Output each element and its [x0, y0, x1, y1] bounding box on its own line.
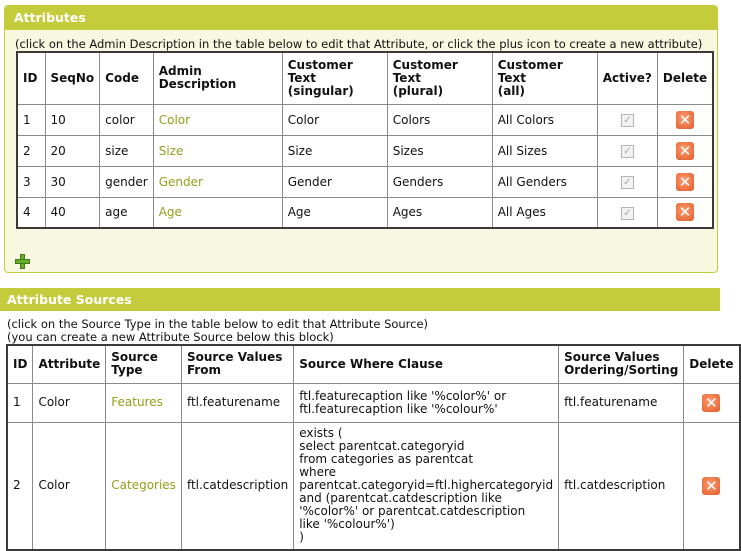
- col-source-type: Source Type: [106, 345, 182, 383]
- cell-all: All Ages: [492, 197, 597, 228]
- cell-code: size: [100, 135, 154, 166]
- active-checkbox[interactable]: ✓: [621, 145, 634, 158]
- cell-id: 1: [7, 383, 33, 422]
- cell-plural: Ages: [387, 197, 492, 228]
- cell-source-from: ftl.featurename: [181, 383, 293, 422]
- cell-admin: [153, 166, 282, 197]
- where-line: parentcat.categoryid=ftl.highercategoryid: [299, 478, 554, 493]
- attributes-panel: [4, 5, 718, 273]
- cell-active: [597, 166, 657, 197]
- where-line: exists (: [299, 426, 343, 441]
- where-line: like '%colour%'): [299, 517, 395, 532]
- source-row: [7, 383, 740, 422]
- admin-description-link[interactable]: Age: [158, 205, 182, 220]
- attributes-hint: (click on the Admin Description in the table below to edit that Attribute, or click the plus icon to create a new attribute): [15, 37, 703, 51]
- delete-icon[interactable]: ✕: [702, 477, 720, 495]
- cell-singular: Gender: [282, 166, 387, 197]
- cell-seqno: 10: [45, 104, 100, 135]
- attributes-table: [16, 51, 714, 229]
- cell-singular: Color: [282, 104, 387, 135]
- attribute-sources-title: Attribute Sources: [0, 288, 720, 311]
- col-delete: Delete: [684, 345, 740, 383]
- where-line: ftl.featurecaption like '%color%' or: [299, 388, 507, 403]
- delete-icon[interactable]: ✕: [676, 111, 694, 129]
- cell-singular: Size: [282, 135, 387, 166]
- cell-plural: Colors: [387, 104, 492, 135]
- active-checkbox[interactable]: ✓: [621, 114, 634, 127]
- attribute-sources-panel: [0, 288, 734, 548]
- col-id: ID: [17, 52, 45, 104]
- where-line: from categories as parentcat: [299, 452, 474, 467]
- cell-all: All Genders: [492, 166, 597, 197]
- cell-seqno: 40: [45, 197, 100, 228]
- cell-delete: [657, 197, 713, 228]
- cell-source-from: ftl.catdescription: [181, 422, 293, 550]
- cell-ordering: ftl.featurename: [559, 383, 684, 422]
- attribute-sources-hint: [7, 318, 428, 344]
- cell-source-type: [106, 383, 182, 422]
- cell-code: age: [100, 197, 154, 228]
- attribute-row: [17, 135, 713, 166]
- delete-icon[interactable]: ✕: [702, 394, 720, 412]
- admin-description-link[interactable]: Color: [158, 112, 191, 127]
- cell-active: [597, 197, 657, 228]
- cell-delete: [684, 422, 740, 550]
- attributes-panel-title: Attributes: [5, 6, 717, 30]
- cell-attribute: Color: [33, 422, 106, 550]
- cell-delete: [657, 135, 713, 166]
- col-admin-description: Admin Description: [153, 52, 282, 104]
- cell-delete: [657, 104, 713, 135]
- cell-ordering: ftl.catdescription: [559, 422, 684, 550]
- hint-line: (click on the Source Type in the table below to edit that Attribute Source): [7, 317, 429, 331]
- admin-description-link[interactable]: Gender: [158, 174, 203, 189]
- where-line: where: [299, 465, 337, 480]
- where-line: and (parentcat.catdescription like: [299, 491, 502, 506]
- source-type-link[interactable]: Features: [111, 395, 163, 409]
- delete-icon[interactable]: ✕: [676, 142, 694, 160]
- col-customer-text-all: Customer Text (all): [492, 52, 597, 104]
- cell-id: 4: [17, 197, 45, 228]
- col-source-values-from: Source Values From: [181, 345, 293, 383]
- col-attribute: Attribute: [33, 345, 106, 383]
- hint-line: (you can create a new Attribute Source below this block): [7, 330, 334, 344]
- cell-singular: Age: [282, 197, 387, 228]
- where-line: select parentcat.categoryid: [299, 439, 465, 454]
- cell-id: 2: [7, 422, 33, 550]
- source-type-link[interactable]: Categories: [111, 478, 176, 493]
- cell-active: [597, 135, 657, 166]
- attribute-sources-table: [6, 344, 741, 551]
- cell-plural: Genders: [387, 166, 492, 197]
- col-id: ID: [7, 345, 33, 383]
- cell-delete: [684, 383, 740, 422]
- col-customer-text-singular: Customer Text (singular): [282, 52, 387, 104]
- attribute-row: [17, 166, 713, 197]
- admin-description-link[interactable]: Size: [158, 143, 184, 158]
- attribute-row: [17, 197, 713, 228]
- cell-id: 2: [17, 135, 45, 166]
- cell-plural: Sizes: [387, 135, 492, 166]
- cell-active: [597, 104, 657, 135]
- where-line: ftl.featurecaption like '%colour%': [299, 401, 498, 416]
- plus-icon[interactable]: [15, 254, 30, 269]
- col-source-where-clause: Source Where Clause: [294, 345, 559, 383]
- col-code: Code: [100, 52, 154, 104]
- cell-where-clause: [294, 383, 559, 422]
- col-delete: Delete: [657, 52, 713, 104]
- cell-source-type: [106, 422, 182, 550]
- where-line: '%color%' or parentcat.catdescription: [299, 504, 526, 519]
- col-customer-text-plural: Customer Text (plural): [387, 52, 492, 104]
- active-checkbox[interactable]: ✓: [621, 207, 634, 220]
- attribute-row: [17, 104, 713, 135]
- cell-seqno: 20: [45, 135, 100, 166]
- cell-delete: [657, 166, 713, 197]
- cell-id: 3: [17, 166, 45, 197]
- cell-all: All Colors: [492, 104, 597, 135]
- cell-id: 1: [17, 104, 45, 135]
- cell-code: gender: [100, 166, 154, 197]
- col-active: Active?: [597, 52, 657, 104]
- delete-icon[interactable]: ✕: [676, 173, 694, 191]
- cell-seqno: 30: [45, 166, 100, 197]
- delete-icon[interactable]: ✕: [676, 203, 694, 221]
- active-checkbox[interactable]: ✓: [621, 176, 634, 189]
- col-seqno: SeqNo: [45, 52, 100, 104]
- cell-admin: [153, 135, 282, 166]
- source-row: [7, 422, 740, 550]
- cell-admin: [153, 104, 282, 135]
- cell-where-clause: [294, 422, 559, 550]
- sources-header-row: [7, 345, 740, 383]
- cell-code: color: [100, 104, 154, 135]
- cell-attribute: Color: [33, 383, 106, 422]
- where-line: ): [299, 530, 304, 545]
- cell-all: All Sizes: [492, 135, 597, 166]
- attributes-header-row: [17, 52, 713, 104]
- cell-admin: [153, 197, 282, 228]
- col-ordering: Source Values Ordering/Sorting: [559, 345, 684, 383]
